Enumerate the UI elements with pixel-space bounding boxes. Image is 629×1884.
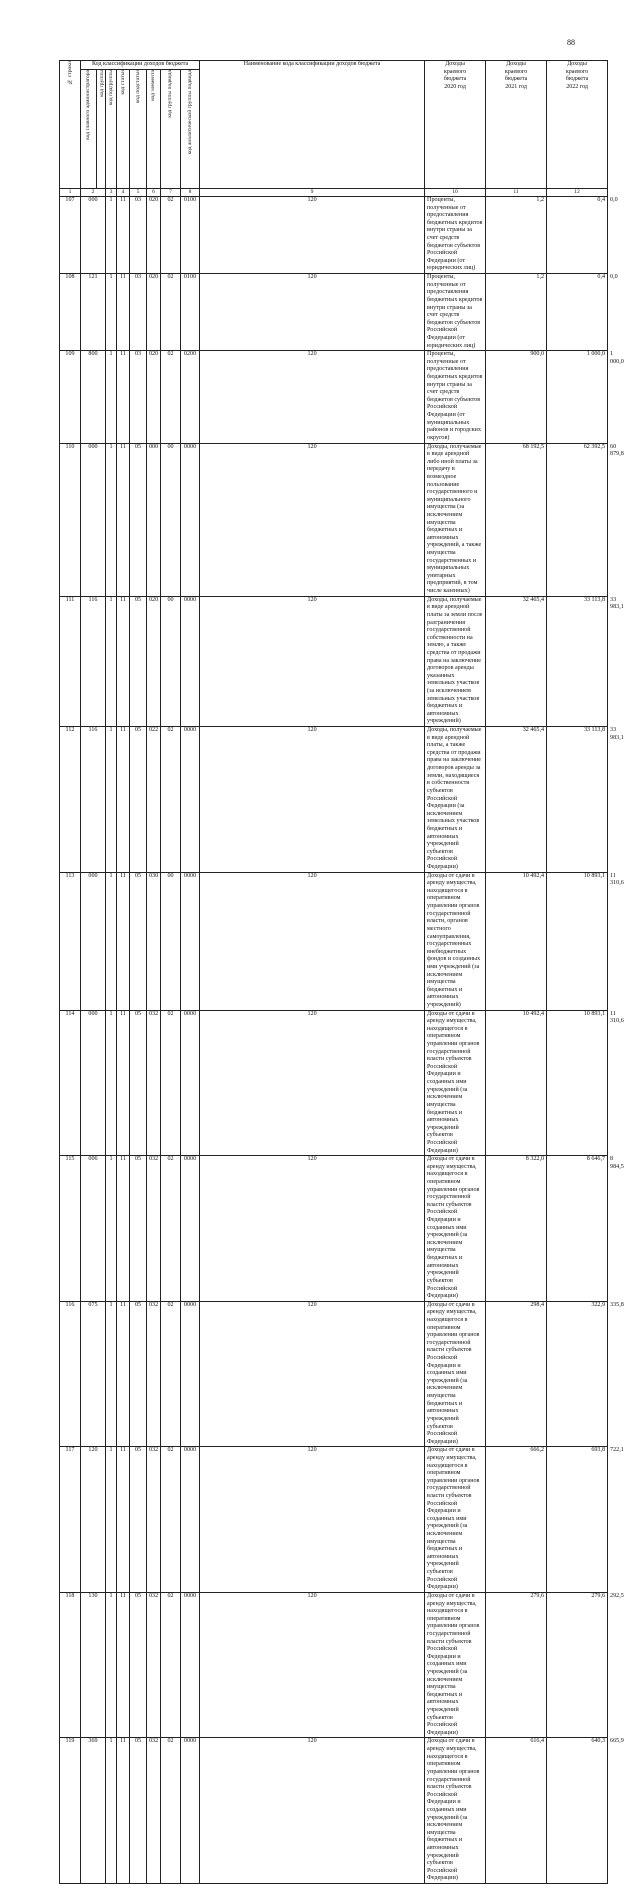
analytic-code: 120 [200,1592,425,1738]
subgroup-code: 11 [117,1156,130,1302]
subgroup-code: 11 [117,1592,130,1738]
article-code: 05 [130,596,147,726]
subarticle-code: 030 [147,872,161,1010]
table-row: 113 000 1 11 05 030 00 0000 120 Доходы от сдачи в аренду имущества, находящегося в оперативном управлении органов государственной власти, органов местного самоуправления, государственных внебюджетных фондов и созданных ими учреждений (за исключением имущества бюджетных и автономных учреждений) 10 492,4 10 893,1 11 310,6 [60,872,608,1010]
subtype-group-code-header: код группы подвида [161,70,181,189]
revenue-name: Доходы от сдачи в аренду имущества, находящегося в оперативном управлении органов государственной власти субъектов Российской Федерации и созданных ими учреждений (за исключением имущества бюджетных и автономных учреждений субъектов Российской Федерации) [425,1447,486,1593]
analytic-code: 120 [200,1447,425,1593]
table-row: 115 006 1 11 05 032 02 0000 120 Доходы от сдачи в аренду имущества, находящегося в оперативном управлении органов государственной власти субъектов Российской Федерации и созданных ими учреждений (за исключением имущества бюджетных и автономных учреждений субъектов Российской Федерации) 8 322,0 8 646,7 8 984,5 [60,1156,608,1302]
subarticle-code: 032 [147,1592,161,1738]
row-number: 108 [60,274,81,351]
element-code: 02 [161,1010,181,1156]
subgroup-code: 11 [117,274,130,351]
revenue-2021: 1 000,0 [547,351,608,443]
column-index: 6 [147,189,161,197]
element-code: 00 [161,596,181,726]
element-code: 00 [161,443,181,596]
column-index: 4 [117,189,130,197]
revenue-name: Доходы, получаемые в виде арендной платы, а также средства от продажи права на заключение договоров аренды за земли, находящиеся в собственности субъектов Российской Федерации (за исключением земельных участков бюджетных и автономных учреждений субъектов Российской Федерации) [425,727,486,873]
revenue-2020: 32 465,4 [486,596,547,726]
group-code: 1 [106,727,117,873]
element-code: 02 [161,197,181,274]
analytic-code: 120 [200,274,425,351]
subgroup-code: 11 [117,596,130,726]
revenue-2020: 279,6 [486,1592,547,1738]
table-row: 108 121 1 11 03 020 02 0100 120 Проценты, полученные от предоставления бюджетных кредитов внутри страны за счет средств бюджетов субъектов Российской Федерации (от юридических лиц) 1,2 0,4 0,0 [60,274,608,351]
element-code-header: код элемента [147,70,161,189]
analytic-group-code-header: код аналитической группы подвида [181,70,200,189]
article-code: 05 [130,1738,147,1884]
revenue-2021: 10 893,1 [547,872,608,1010]
revenue-name: Доходы, получаемые в виде арендной либо иной платы за передачу в возмездное пользование государственного и муниципального имущества (за исключением имущества бюджетных и автономных учреждений, а также имущества государственных и муниципальных унитарных предприятий, в том числе казенных) [425,443,486,596]
subarticle-code-header: код подстатьи [130,70,147,189]
row-number: 116 [60,1301,81,1447]
row-number: 114 [60,1010,81,1156]
admin-code: 116 [81,727,106,873]
subgroup-code: 11 [117,1010,130,1156]
group-code: 1 [106,197,117,274]
analytic-code: 120 [200,1156,425,1302]
row-number: 113 [60,872,81,1010]
row-number: 109 [60,351,81,443]
row-number: 107 [60,197,81,274]
article-code: 05 [130,727,147,873]
table-row: 117 120 1 11 05 032 02 0000 120 Доходы от сдачи в аренду имущества, находящегося в оперативном управлении органов государственной власти субъектов Российской Федерации и созданных ими учреждений (за исключением имущества бюджетных и автономных учреждений субъектов Российской Федерации) 666,2 693,8 722,1 [60,1447,608,1593]
subgroup-code: 11 [117,872,130,1010]
row-number: 112 [60,727,81,873]
group-code: 1 [106,351,117,443]
admin-code: 000 [81,872,106,1010]
budget-revenue-table [59,60,624,1884]
analytic-code: 120 [200,443,425,596]
analytic-code: 120 [200,351,425,443]
subgroup-code: 11 [117,443,130,596]
subtype-code: 0000 [181,1301,200,1447]
column-index: 10 [425,189,486,197]
article-code: 05 [130,1447,147,1593]
column-index: 2 [81,189,106,197]
group-code: 1 [106,1447,117,1593]
element-code: 02 [161,1738,181,1884]
table-row: 116 075 1 11 05 032 02 0000 120 Доходы от сдачи в аренду имущества, находящегося в оперативном управлении органов государственной власти субъектов Российской Федерации и созданных ими учреждений (за исключением имущества бюджетных и автономных учреждений субъектов Российской Федерации) 298,4 322,9 335,8 [60,1301,608,1447]
table-row: 111 116 1 11 05 020 00 0000 120 Доходы, получаемые в виде арендной платы за земли после разграничения государственной собственности на землю, а также средства от продажи права на заключение договоров аренды указанных земельных участков (за исключением земельных участков бюджетных и автономных учреждений) 32 465,4 33 113,8 33 983,1 [60,596,608,726]
group-code: 1 [106,1592,117,1738]
column-index: 7 [161,189,181,197]
subtype-code: 0000 [181,1738,200,1884]
table-row: 114 000 1 11 05 032 02 0000 120 Доходы от сдачи в аренду имущества, находящегося в оперативном управлении органов государственной власти субъектов Российской Федерации и созданных ими учреждений (за исключением имущества бюджетных и автономных учреждений субъектов Российской Федерации) 10 492,4 10 893,1 11 310,6 [60,1010,608,1156]
revenue-2021: 8 646,7 [547,1156,608,1302]
revenue-2021: 0,4 [547,274,608,351]
revenue-2021: 0,4 [547,197,608,274]
subtype-code: 0000 [181,872,200,1010]
row-number: 119 [60,1738,81,1884]
year-2022-header: Доходы краевого бюджета 2022 год [547,61,608,189]
row-number: 117 [60,1447,81,1593]
revenue-2020: 10 492,4 [486,1010,547,1156]
row-number: 110 [60,443,81,596]
analytic-code: 120 [200,197,425,274]
table-body [60,197,624,1884]
revenue-name: Доходы от сдачи в аренду имущества, находящегося в оперативном управлении органов государственной власти, органов местного самоуправления, государственных внебюджетных фондов и созданных ими учреждений (за исключением имущества бюджетных и автономных учреждений) [425,872,486,1010]
table-row: 109 800 1 11 03 020 02 0200 120 Проценты, полученные от предоставления бюджетных кредитов внутри страны за счет средств бюджетов субъектов Российской Федерации (от муниципальных районов и городских округов) 900,0 1 000,0 1 000,0 [60,351,608,443]
revenue-2021: 322,9 [547,1301,608,1447]
admin-code: 000 [81,1010,106,1156]
column-index: 12 [547,189,608,197]
row-number-header: № строки [60,61,81,189]
admin-code-header: код главного администратора [81,70,97,189]
revenue-2021: 640,3 [547,1738,608,1884]
revenue-2020: 1,2 [486,274,547,351]
revenue-2020: 616,4 [486,1738,547,1884]
subtype-code: 0100 [181,274,200,351]
group-code: 1 [106,596,117,726]
admin-code: 000 [81,197,106,274]
article-code: 05 [130,443,147,596]
subarticle-code: 020 [147,274,161,351]
subarticle-code: 032 [147,1447,161,1593]
name-column-header: Наименование кода классификации доходов бюджета [200,61,425,189]
revenue-name: Доходы от сдачи в аренду имущества, находящегося в оперативном управлении органов государственной власти субъектов Российской Федерации и созданных ими учреждений (за исключением имущества бюджетных и автономных учреждений субъектов Российской Федерации) [425,1010,486,1156]
subarticle-code: 032 [147,1010,161,1156]
subtype-code: 0000 [181,727,200,873]
subtype-code: 0000 [181,1447,200,1593]
revenue-2021: 279,6 [547,1592,608,1738]
group-code-header: код группы [97,70,106,189]
revenue-2020: 32 465,4 [486,727,547,873]
subarticle-code: 032 [147,1156,161,1302]
article-code: 03 [130,274,147,351]
code-group-header: Код классификации доходов бюджета [81,61,200,70]
article-code: 05 [130,1592,147,1738]
element-code: 00 [161,872,181,1010]
article-code: 05 [130,1010,147,1156]
row-number: 115 [60,1156,81,1302]
year-2020-header: Доходы краевого бюджета 2020 год [425,61,486,189]
revenue-2020: 68 192,5 [486,443,547,596]
column-index: 8 [181,189,200,197]
revenue-2020: 10 492,4 [486,872,547,1010]
article-code: 05 [130,1156,147,1302]
article-code: 03 [130,351,147,443]
admin-code: 116 [81,596,106,726]
table-row: 112 116 1 11 05 022 02 0000 120 Доходы, получаемые в виде арендной платы, а также средства от продажи права на заключение договоров аренды за земли, находящиеся в собственности субъектов Российской Федерации (за исключением земельных участков бюджетных и автономных учреждений субъектов Российской Федерации) 32 465,4 33 113,8 33 983,1 [60,727,608,873]
revenue-name: Проценты, полученные от предоставления бюджетных кредитов внутри страны за счет средств бюджетов субъектов Российской Федерации (от юридических лиц) [425,274,486,351]
subgroup-code: 11 [117,1738,130,1884]
year-2021-header: Доходы краевого бюджета 2021 год [486,61,547,189]
table-row: 110 000 1 11 05 000 00 0000 120 Доходы, получаемые в виде арендной либо иной платы за передачу в возмездное пользование государственного и муниципального имущества (за исключением имущества бюджетных и автономных учреждений, а также имущества государственных и муниципальных унитарных предприятий, в том числе казенных) 68 192,5 62 392,5 60 879,8 [60,443,608,596]
group-code: 1 [106,274,117,351]
revenue-name: Доходы от сдачи в аренду имущества, находящегося в оперативном управлении органов государственной власти субъектов Российской Федерации и созданных ими учреждений (за исключением имущества бюджетных и автономных учреждений субъектов Российской Федерации) [425,1738,486,1884]
group-code: 1 [106,1156,117,1302]
revenue-name: Доходы от сдачи в аренду имущества, находящегося в оперативном управлении органов государственной власти субъектов Российской Федерации и созданных ими учреждений (за исключением имущества бюджетных и автономных учреждений субъектов Российской Федерации) [425,1592,486,1738]
admin-code: 121 [81,274,106,351]
revenue-2021: 33 113,8 [547,727,608,873]
revenue-name: Проценты, полученные от предоставления бюджетных кредитов внутри страны за счет средств бюджетов субъектов Российской Федерации (от муниципальных районов и городских округов) [425,351,486,443]
column-index: 5 [130,189,147,197]
admin-code: 006 [81,1156,106,1302]
subtype-code: 0000 [181,443,200,596]
revenue-2020: 8 322,0 [486,1156,547,1302]
revenue-name: Доходы от сдачи в аренду имущества, находящегося в оперативном управлении органов государственной власти субъектов Российской Федерации и созданных ими учреждений (за исключением имущества бюджетных и автономных учреждений субъектов Российской Федерации) [425,1156,486,1302]
subarticle-code: 020 [147,197,161,274]
element-code: 02 [161,1592,181,1738]
analytic-code: 120 [200,1301,425,1447]
table-row: 107 000 1 11 03 020 02 0100 120 Проценты, полученные от предоставления бюджетных кредитов внутри страны за счет средств бюджетов субъектов Российской Федерации (от юридических лиц) 1,2 0,4 0,0 [60,197,608,274]
article-code-header: код статьи [117,70,130,189]
revenue-2021: 62 392,5 [547,443,608,596]
column-index: 9 [200,189,425,197]
element-code: 02 [161,1301,181,1447]
subgroup-code: 11 [117,727,130,873]
subgroup-code: 11 [117,1447,130,1593]
revenue-2020: 1,2 [486,197,547,274]
subtype-code: 0200 [181,351,200,443]
subgroup-code: 11 [117,197,130,274]
subarticle-code: 000 [147,443,161,596]
admin-code: 000 [81,443,106,596]
analytic-code: 120 [200,596,425,726]
subtype-code: 0100 [181,197,200,274]
revenue-2021: 33 113,8 [547,596,608,726]
revenue-2021: 10 893,1 [547,1010,608,1156]
admin-code: 120 [81,1447,106,1593]
revenue-2020: 298,4 [486,1301,547,1447]
page-number: 88 [567,38,575,47]
column-index: 3 [106,189,117,197]
analytic-code: 120 [200,727,425,873]
admin-code: 369 [81,1738,106,1884]
subarticle-code: 020 [147,351,161,443]
subtype-code: 0000 [181,596,200,726]
table-row: 118 130 1 11 05 032 02 0000 120 Доходы от сдачи в аренду имущества, находящегося в оперативном управлении органов государственной власти субъектов Российской Федерации и созданных ими учреждений (за исключением имущества бюджетных и автономных учреждений субъектов Российской Федерации) 279,6 279,6 292,5 [60,1592,608,1738]
analytic-code: 120 [200,1738,425,1884]
column-index: 1 [60,189,81,197]
admin-code: 075 [81,1301,106,1447]
revenue-name: Проценты, полученные от предоставления бюджетных кредитов внутри страны за счет средств бюджетов субъектов Российской Федерации (от юридических лиц) [425,197,486,274]
group-code: 1 [106,1010,117,1156]
table-row: 119 369 1 11 05 032 02 0000 120 Доходы от сдачи в аренду имущества, находящегося в оперативном управлении органов государственной власти субъектов Российской Федерации и созданных ими учреждений (за исключением имущества бюджетных и автономных учреждений субъектов Российской Федерации) 616,4 640,3 665,9 [60,1738,608,1884]
article-code: 03 [130,197,147,274]
article-code: 05 [130,1301,147,1447]
revenue-name: Доходы, получаемые в виде арендной платы за земли после разграничения государственной собственности на землю, а также средства от продажи права на заключение договоров аренды указанных земельных участков (за исключением земельных участков бюджетных и автономных учреждений) [425,596,486,726]
subtype-code: 0000 [181,1010,200,1156]
subtype-code: 0000 [181,1156,200,1302]
subarticle-code: 022 [147,727,161,873]
subarticle-code: 020 [147,596,161,726]
revenue-2020: 666,2 [486,1447,547,1593]
revenue-2021: 693,8 [547,1447,608,1593]
analytic-code: 120 [200,1010,425,1156]
element-code: 02 [161,1447,181,1593]
column-index: 11 [486,189,547,197]
article-code: 05 [130,872,147,1010]
row-number: 111 [60,596,81,726]
group-code: 1 [106,1301,117,1447]
subarticle-code: 032 [147,1738,161,1884]
admin-code: 800 [81,351,106,443]
subgroup-code-header: код подгруппы [106,70,117,189]
group-code: 1 [106,1738,117,1884]
admin-code: 130 [81,1592,106,1738]
subgroup-code: 11 [117,1301,130,1447]
subgroup-code: 11 [117,351,130,443]
row-number: 118 [60,1592,81,1738]
subtype-code: 0000 [181,1592,200,1738]
revenue-2020: 900,0 [486,351,547,443]
group-code: 1 [106,872,117,1010]
subarticle-code: 032 [147,1301,161,1447]
element-code: 02 [161,274,181,351]
element-code: 02 [161,351,181,443]
element-code: 02 [161,1156,181,1302]
analytic-code: 120 [200,872,425,1010]
element-code: 02 [161,727,181,873]
column-index-row [60,189,608,197]
revenue-name: Доходы от сдачи в аренду имущества, находящегося в оперативном управлении органов государственной власти субъектов Российской Федерации и созданных ими учреждений (за исключением имущества бюджетных и автономных учреждений субъектов Российской Федерации) [425,1301,486,1447]
group-code: 1 [106,443,117,596]
